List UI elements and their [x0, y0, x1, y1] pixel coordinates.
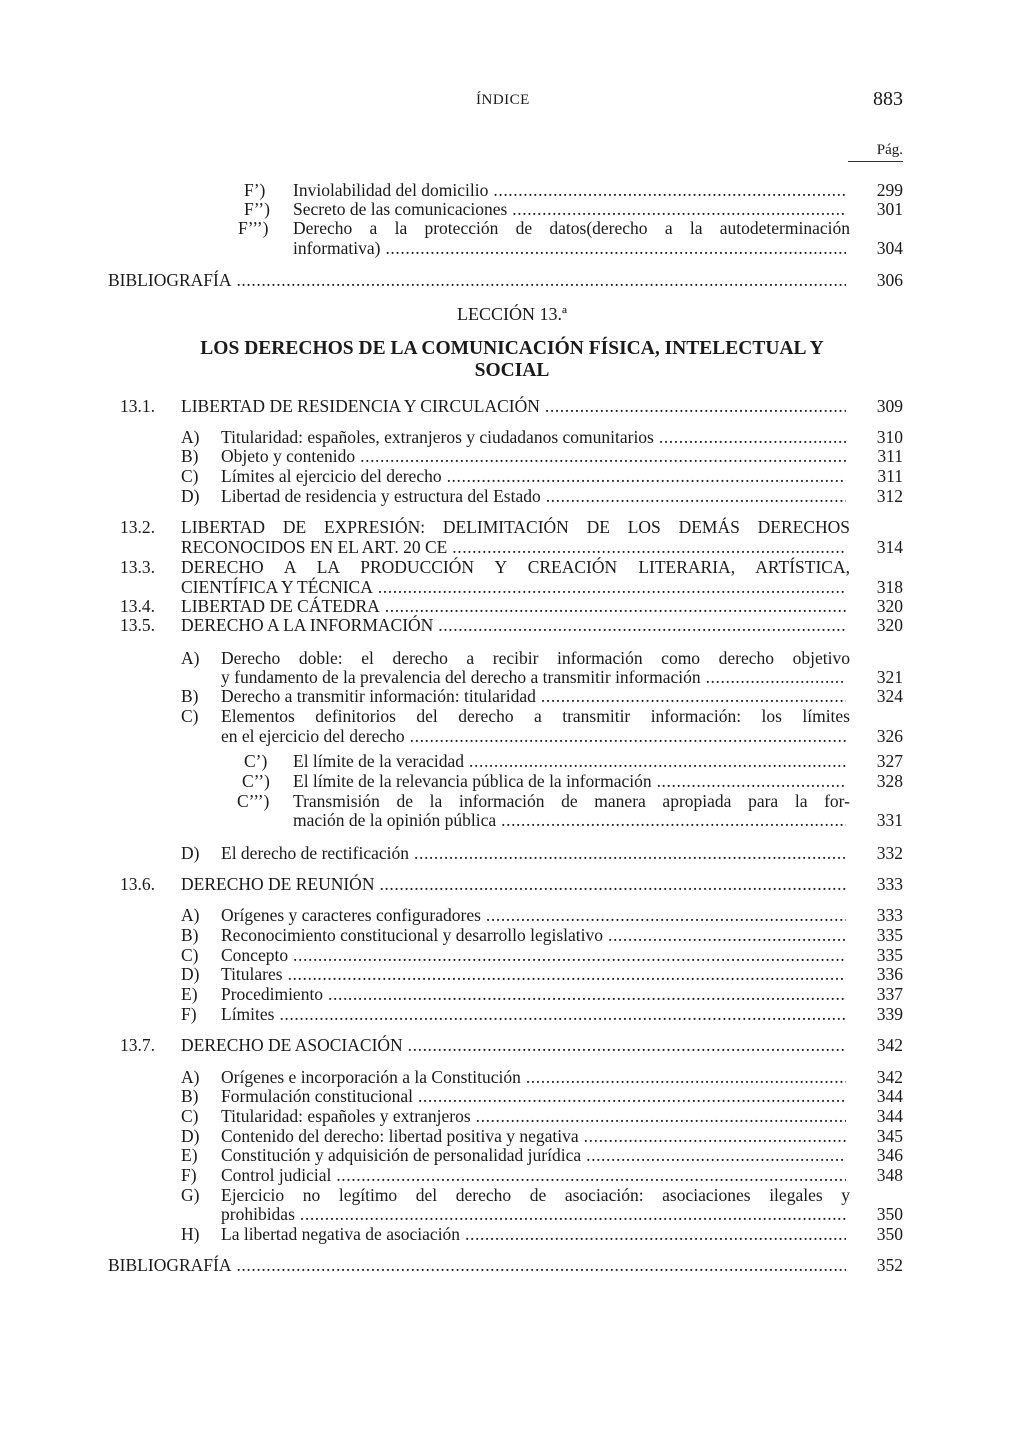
toc-entry-label: C’’’): [237, 791, 270, 811]
toc-entry-page: 342: [876, 1035, 903, 1055]
toc-entry-label: 13.4.: [120, 596, 155, 616]
toc-entry[interactable]: [0, 667, 1024, 687]
toc-entry-text: Secreto de las comunicaciones .....: [293, 199, 846, 219]
toc-entry-page: 346: [876, 1145, 903, 1165]
toc-entry-text: mación de la opinión pública .....: [293, 810, 846, 830]
toc-entry-text: en el ejercicio del derecho .....: [221, 726, 846, 746]
toc-entry[interactable]: [0, 810, 1024, 830]
toc-entry[interactable]: [0, 486, 1024, 506]
toc-entry-page: 327: [876, 751, 903, 771]
toc-entry[interactable]: [0, 577, 1024, 597]
toc-entry-text: Control judicial .....: [221, 1165, 846, 1185]
toc-entry-text: BIBLIOGRAFÍA .....: [108, 270, 846, 290]
toc-entry[interactable]: [0, 1086, 1024, 1106]
toc-entry-label: D): [181, 1126, 200, 1146]
toc-entry-page: 326: [876, 726, 903, 746]
toc-entry-label: D): [181, 843, 200, 863]
toc-entry-text: Contenido del derecho: libertad positiva y negativa .....: [221, 1126, 846, 1146]
toc-entry-label: F’’): [244, 199, 270, 219]
toc-entry-page: 339: [876, 1004, 903, 1024]
running-header: ÍNDICE: [476, 92, 530, 108]
toc-entry[interactable]: [0, 984, 1024, 1004]
toc-entry-page: 299: [876, 180, 903, 200]
toc-entry-text: DERECHO DE REUNIÓN .....: [181, 874, 846, 894]
toc-entry-text: El límite de la veracidad .....: [293, 751, 846, 771]
toc-entry-text: Inviolabilidad del domicilio .....: [293, 180, 846, 200]
toc-entry-text: BIBLIOGRAFÍA .....: [108, 1255, 846, 1275]
toc-entry-page: 350: [876, 1224, 903, 1244]
toc-entry-text: Orígenes y caracteres configuradores .....: [221, 905, 846, 925]
toc-entry-label: 13.3.: [120, 557, 155, 577]
toc-entry-text: Procedimiento .....: [221, 984, 846, 1004]
toc-entry-page: 306: [876, 270, 903, 290]
toc-entry-page: 318: [876, 577, 903, 597]
toc-entry-page: 332: [876, 843, 903, 863]
toc-entry-text: Derecho doble: el derecho a recibir información como derecho objetivo: [221, 648, 850, 668]
toc-entry[interactable]: [0, 180, 1024, 200]
toc-entry[interactable]: [0, 771, 1024, 791]
toc-entry-text: Límites .....: [221, 1004, 846, 1024]
toc-entry-text: DERECHO A LA PRODUCCIÓN Y CREACIÓN LITERARIA, ARTÍSTICA,: [181, 557, 850, 577]
toc-entry-text: Transmisión de la información de manera apropiada para la for-: [293, 791, 850, 811]
toc-entry[interactable]: [0, 537, 1024, 557]
toc-entry-text: Objeto y contenido .....: [221, 446, 846, 466]
toc-entry-page: 345: [876, 1126, 903, 1146]
toc-entry-text: prohibidas .....: [221, 1204, 846, 1224]
toc-entry-label: C): [181, 1106, 199, 1126]
toc-entry-text: y fundamento de la prevalencia del derecho a transmitir información .....: [221, 667, 846, 687]
toc-entry[interactable]: [0, 427, 1024, 447]
toc-entry-page: 348: [876, 1165, 903, 1185]
toc-entry[interactable]: [0, 726, 1024, 746]
toc-entry-label: E): [181, 1145, 198, 1165]
toc-entry-text: DERECHO DE ASOCIACIÓN .....: [181, 1035, 846, 1055]
toc-entry-page: 324: [876, 686, 903, 706]
toc-entry-label: H): [181, 1224, 200, 1244]
toc-entry-label: D): [181, 964, 200, 984]
toc-entry-page: 337: [876, 984, 903, 1004]
toc-entry-page: 311: [877, 466, 903, 486]
toc-entry-page: 301: [876, 199, 903, 219]
toc-entry-page: 352: [876, 1255, 903, 1275]
toc-entry-text: La libertad negativa de asociación .....: [221, 1224, 846, 1244]
toc-entry[interactable]: [0, 1106, 1024, 1126]
toc-entry-page: 328: [876, 771, 903, 791]
toc-entry-text: Formulación constitucional .....: [221, 1086, 846, 1106]
toc-entry-text: El derecho de rectificación .....: [221, 843, 846, 863]
toc-entry[interactable]: [0, 199, 1024, 219]
toc-entry-label: C): [181, 466, 199, 486]
toc-entry[interactable]: [0, 1067, 1024, 1087]
toc-entry-text: Titularidad: españoles y extranjeros .....: [221, 1106, 846, 1126]
page-number: 883: [873, 88, 903, 110]
toc-entry[interactable]: [0, 791, 1024, 811]
toc-entry-text: Derecho a transmitir información: titularidad .....: [221, 686, 846, 706]
toc-entry-text: LIBERTAD DE CÁTEDRA .....: [181, 596, 846, 616]
toc-entry-label: 13.7.: [120, 1035, 155, 1055]
toc-entry-page: 320: [876, 615, 903, 635]
toc-entry[interactable]: [0, 1004, 1024, 1024]
toc-entry-label: 13.2.: [120, 517, 155, 537]
toc-entry-label: F): [181, 1165, 197, 1185]
toc-entry[interactable]: [0, 905, 1024, 925]
toc-entry[interactable]: [0, 1145, 1024, 1165]
toc-entry[interactable]: [0, 557, 1024, 577]
page-column-label: Pág.: [848, 142, 903, 162]
toc-entry[interactable]: [0, 466, 1024, 486]
toc-entry-label: 13.1.: [120, 396, 155, 416]
toc-entry-text: Elementos definitorios del derecho a transmitir información: los límites: [221, 706, 850, 726]
toc-entry[interactable]: [0, 1224, 1024, 1244]
toc-entry-page: 311: [877, 446, 903, 466]
toc-entry-page: 342: [876, 1067, 903, 1087]
toc-entry-page: 321: [876, 667, 903, 687]
toc-entry[interactable]: [0, 964, 1024, 984]
toc-entry-label: E): [181, 984, 198, 1004]
toc-entry-page: 336: [876, 964, 903, 984]
toc-entry[interactable]: [0, 446, 1024, 466]
toc-entry-text: RECONOCIDOS EN EL ART. 20 CE .....: [181, 537, 846, 557]
toc-entry[interactable]: [0, 751, 1024, 771]
toc-entry-label: C): [181, 706, 199, 726]
toc-entry-label: G): [181, 1185, 200, 1205]
toc-entry-text: Reconocimiento constitucional y desarrollo legislativo .....: [221, 925, 846, 945]
toc-entry[interactable]: [0, 843, 1024, 863]
toc-entry-label: B): [181, 925, 199, 945]
toc-entry-page: 309: [876, 396, 903, 416]
toc-entry-label: A): [181, 1067, 200, 1087]
toc-entry[interactable]: [0, 706, 1024, 726]
toc-entry-page: 304: [876, 238, 903, 258]
toc-entry-label: B): [181, 686, 199, 706]
toc-entry[interactable]: [0, 396, 1024, 416]
toc-entry[interactable]: [0, 1185, 1024, 1205]
toc-entry-page: 331: [876, 810, 903, 830]
toc-entry-label: F’’’): [238, 218, 269, 238]
toc-entry-text: Titulares .....: [221, 964, 846, 984]
toc-entry-text: LIBERTAD DE RESIDENCIA Y CIRCULACIÓN .....: [181, 396, 846, 416]
toc-entry-label: A): [181, 427, 200, 447]
toc-entry-text: informativa) .....: [293, 238, 846, 258]
toc-entry-text: El límite de la relevancia pública de la información .....: [293, 771, 846, 791]
toc-entry-text: DERECHO A LA INFORMACIÓN .....: [181, 615, 846, 635]
toc-entry-page: 314: [876, 537, 903, 557]
lesson-title-line-2: SOCIAL: [474, 360, 550, 381]
toc-entry[interactable]: [0, 218, 1024, 238]
toc-entry-label: 13.5.: [120, 615, 155, 635]
toc-entry[interactable]: [0, 270, 1024, 290]
lesson-label: LECCIÓN 13.ª: [457, 304, 567, 324]
toc-entry-text: Libertad de residencia y estructura del Estado .....: [221, 486, 846, 506]
toc-entry-label: 13.6.: [120, 874, 155, 894]
toc-entry[interactable]: [0, 686, 1024, 706]
toc-entry-page: 344: [876, 1106, 903, 1126]
toc-entry-page: 333: [876, 905, 903, 925]
toc-entry-label: B): [181, 446, 199, 466]
toc-entry-text: Concepto .....: [221, 945, 846, 965]
toc-entry-page: 333: [876, 874, 903, 894]
toc-entry-label: F): [181, 1004, 197, 1024]
toc-entry-page: 350: [876, 1204, 903, 1224]
toc-entry[interactable]: [0, 517, 1024, 537]
toc-entry-text: Orígenes e incorporación a la Constitución .....: [221, 1067, 846, 1087]
toc-entry[interactable]: [0, 874, 1024, 894]
toc-entry-text: Titularidad: españoles, extranjeros y ciudadanos comunitarios .....: [221, 427, 846, 447]
toc-entry-page: 320: [876, 596, 903, 616]
toc-entry[interactable]: [0, 1126, 1024, 1146]
toc-entry-text: Derecho a la protección de datos(derecho a la autodeterminación: [293, 218, 850, 238]
toc-entry-text: LIBERTAD DE EXPRESIÓN: DELIMITACIÓN DE LOS DEMÁS DERECHOS: [181, 517, 850, 537]
toc-entry[interactable]: [0, 1255, 1024, 1275]
toc-entry-text: Constitución y adquisición de personalidad jurídica .....: [221, 1145, 846, 1165]
toc-entry-page: 344: [876, 1086, 903, 1106]
toc-entry-label: A): [181, 905, 200, 925]
toc-entry-page: 335: [876, 925, 903, 945]
toc-entry[interactable]: [0, 596, 1024, 616]
toc-entry[interactable]: [0, 238, 1024, 258]
toc-entry[interactable]: [0, 1165, 1024, 1185]
toc-entry-text: Límites al ejercicio del derecho .....: [221, 466, 846, 486]
toc-entry[interactable]: [0, 1035, 1024, 1055]
toc-entry-label: F’): [244, 180, 266, 200]
toc-entry-label: A): [181, 648, 200, 668]
toc-entry[interactable]: [0, 925, 1024, 945]
toc-entry-text: Ejercicio no legítimo del derecho de asociación: asociaciones ilegales y: [221, 1185, 850, 1205]
toc-entry[interactable]: [0, 1204, 1024, 1224]
toc-entry[interactable]: [0, 945, 1024, 965]
toc-entry-page: 335: [876, 945, 903, 965]
toc-entry-label: D): [181, 486, 200, 506]
toc-entry-page: 312: [876, 486, 903, 506]
toc-entry-text: CIENTÍFICA Y TÉCNICA .....: [181, 577, 846, 597]
toc-entry-page: 310: [876, 427, 903, 447]
toc-entry[interactable]: [0, 615, 1024, 635]
toc-entry-label: C): [181, 945, 199, 965]
toc-entry-label: C’): [244, 751, 268, 771]
lesson-title-line-1: LOS DERECHOS DE LA COMUNICACIÓN FÍSICA, INTELECTUAL Y: [200, 338, 824, 359]
toc-entry[interactable]: [0, 648, 1024, 668]
toc-entry-label: B): [181, 1086, 199, 1106]
toc-entry-label: C’’): [242, 771, 270, 791]
